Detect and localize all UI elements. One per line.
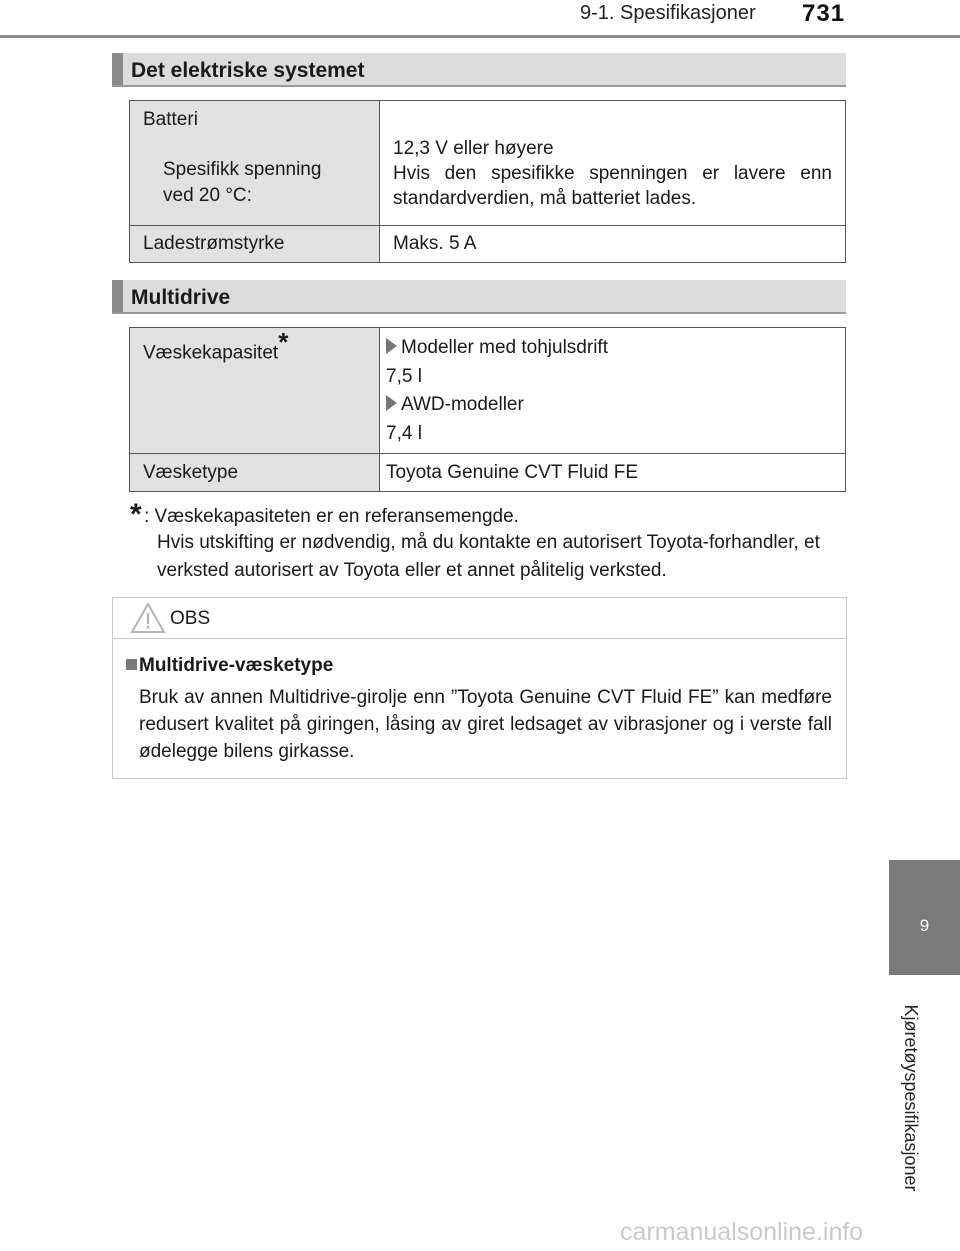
notice-label: OBS bbox=[170, 608, 211, 629]
voltage-value-line1: 12,3 V eller høyere bbox=[393, 137, 554, 159]
triangle-bullet-icon bbox=[386, 395, 397, 411]
square-bullet-icon bbox=[126, 659, 137, 670]
capacity-awd-value: 7,4 l bbox=[386, 423, 422, 444]
voltage-label-line2: ved 20 °C: bbox=[163, 185, 252, 206]
voltage-label-line1: Spesifikk spenning bbox=[163, 159, 322, 180]
capacity-footnote-marker: * bbox=[278, 327, 289, 357]
battery-value-cell bbox=[380, 101, 846, 226]
capacity-label-cell bbox=[130, 328, 380, 454]
notice-header bbox=[113, 598, 846, 639]
model-awd-label: AWD-modeller bbox=[401, 394, 524, 415]
fluid-type-label: Væsketype bbox=[130, 454, 380, 492]
footnote-marker: * bbox=[130, 498, 142, 531]
electrical-spec-table bbox=[129, 100, 846, 263]
watermark: carmanualsonline.info bbox=[620, 1218, 864, 1246]
warning-triangle-icon bbox=[130, 602, 166, 634]
footnote-line2: Hvis utskifting er nødvendig, må du kontakte en autorisert Toyota-forhandler, et verksted autorisert av Toyota eller et annet pålitelig verksted. bbox=[157, 532, 820, 581]
section-heading-multidrive bbox=[112, 280, 846, 314]
notice-body: Bruk av annen Multidrive-girolje enn ”Toyota Genuine CVT Fluid FE” kan medføre redusert kvalitet på giringen, låsing av giret ledsaget av vibrasjoner og i verste fall ødelegge bilens girkasse. bbox=[139, 687, 832, 762]
table-row bbox=[130, 101, 846, 226]
section-heading-electrical bbox=[112, 53, 846, 87]
charge-label: Ladestrømstyrke bbox=[130, 226, 380, 263]
capacity-value-cell bbox=[380, 328, 846, 454]
table-row bbox=[130, 454, 846, 492]
section-heading-label: Multidrive bbox=[131, 286, 231, 309]
battery-label-cell bbox=[130, 101, 380, 226]
chapter-number: 9 bbox=[919, 916, 930, 935]
page-number: 731 bbox=[802, 0, 846, 27]
charge-value: Maks. 5 A bbox=[380, 226, 846, 263]
chapter-tab bbox=[889, 860, 960, 975]
table-row bbox=[130, 328, 846, 454]
header-divider bbox=[0, 35, 960, 38]
multidrive-spec-table bbox=[129, 327, 846, 492]
chapter-label: Kjøretøyspesifikasjoner bbox=[901, 1004, 921, 1192]
footnote-line1: : Væskekapasiteten er en referansemengde. bbox=[144, 506, 519, 527]
table-row bbox=[130, 226, 846, 263]
capacity-2wd-value: 7,5 l bbox=[386, 366, 422, 387]
heading-bar bbox=[112, 53, 123, 85]
battery-label: Batteri bbox=[143, 109, 198, 130]
model-2wd-label: Modeller med tohjulsdrift bbox=[401, 337, 608, 358]
voltage-value-line2: Hvis den spesifikke spenningen er lavere enn standardverdien, må batteriet lades. bbox=[393, 162, 832, 209]
heading-bar bbox=[112, 280, 123, 312]
fluid-type-value: Toyota Genuine CVT Fluid FE bbox=[380, 454, 846, 492]
section-heading-label: Det elektriske systemet bbox=[131, 59, 365, 82]
notice-box bbox=[112, 597, 847, 779]
capacity-label: Væskekapasitet bbox=[143, 342, 279, 364]
triangle-bullet-icon bbox=[386, 338, 397, 354]
notice-subheading: Multidrive-væsketype bbox=[139, 655, 334, 676]
section-title: 9-1. Spesifikasjoner bbox=[580, 2, 756, 24]
